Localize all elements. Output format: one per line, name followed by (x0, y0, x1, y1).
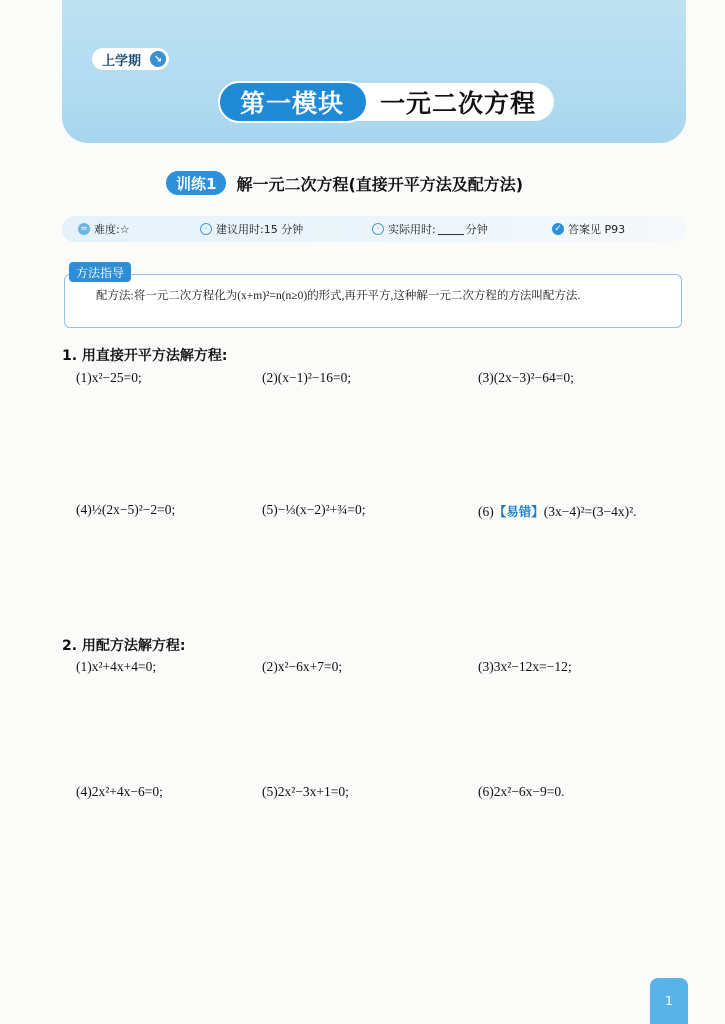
q1-item-4: (4)½(2x−5)²−2=0; (76, 502, 176, 517)
difficulty-text: 难度:☆ (94, 223, 130, 236)
q1-item-1: (1)x²−25=0; (76, 370, 142, 385)
question-1-heading: 1. 用直接开平方法解方程: (62, 348, 228, 364)
q2-item-4: (4)2x²+4x−6=0; (76, 784, 163, 799)
term-badge (92, 48, 169, 70)
actual-time-label: 实际用时: (388, 223, 436, 236)
alarm-clock-icon: · (200, 223, 212, 235)
q2-item-5: (5)2x²−3x+1=0; (262, 784, 349, 799)
term-label: 上学期 (102, 53, 142, 69)
answer-ref-text: 答案见 P93 (568, 223, 626, 236)
suggested-time-text: 建议用时:15 分钟 (216, 223, 304, 236)
question-2-heading: 2. 用配方法解方程: (62, 638, 186, 654)
difficulty-info (78, 221, 130, 237)
module-label: 第一模块 (218, 81, 368, 123)
error-prone-tag: 【易错】 (493, 504, 544, 519)
q2-item-3: (3)3x²−12x=−12; (478, 659, 572, 674)
training-header (166, 171, 523, 195)
q1-item-6: (6)【易错】(3x−4)²=(3−4x)². (478, 504, 637, 519)
module-title: 一元二次方程 (354, 83, 554, 121)
training-badge: 训练1 (166, 171, 226, 195)
module-title-block (218, 81, 554, 123)
q1-item-3: (3)(2x−3)²−64=0; (478, 370, 574, 385)
q1-item-5: (5)−⅓(x−2)²+¾=0; (262, 502, 366, 517)
timer-icon: · (372, 223, 384, 235)
info-bar (62, 216, 686, 242)
q1-item-2: (2)(x−1)²−16=0; (262, 370, 352, 385)
check-icon: ✓ (552, 223, 564, 235)
difficulty-icon: ≈ (78, 223, 90, 235)
method-tag: 方法指导 (69, 262, 131, 282)
arrow-icon: ↘ (150, 51, 166, 67)
q2-item-2: (2)x²−6x+7=0; (262, 659, 343, 674)
training-title: 解一元二次方程(直接开平方法及配方法) (236, 174, 524, 194)
method-text: 配方法:将一元二次方程化为(x+m)²=n(n≥0)的形式,再开平方,这种解一元二次方程的方法叫配方法. (96, 290, 581, 302)
suggested-time-info (200, 221, 303, 237)
actual-time-blank[interactable] (438, 223, 464, 235)
answer-ref-info (552, 221, 625, 237)
q2-item-1: (1)x²+4x+4=0; (76, 659, 157, 674)
page-number: 1 (650, 978, 688, 1024)
q2-item-6: (6)2x²−6x−9=0. (478, 784, 565, 799)
actual-time-info (372, 221, 488, 237)
actual-time-unit: 分钟 (465, 223, 488, 236)
